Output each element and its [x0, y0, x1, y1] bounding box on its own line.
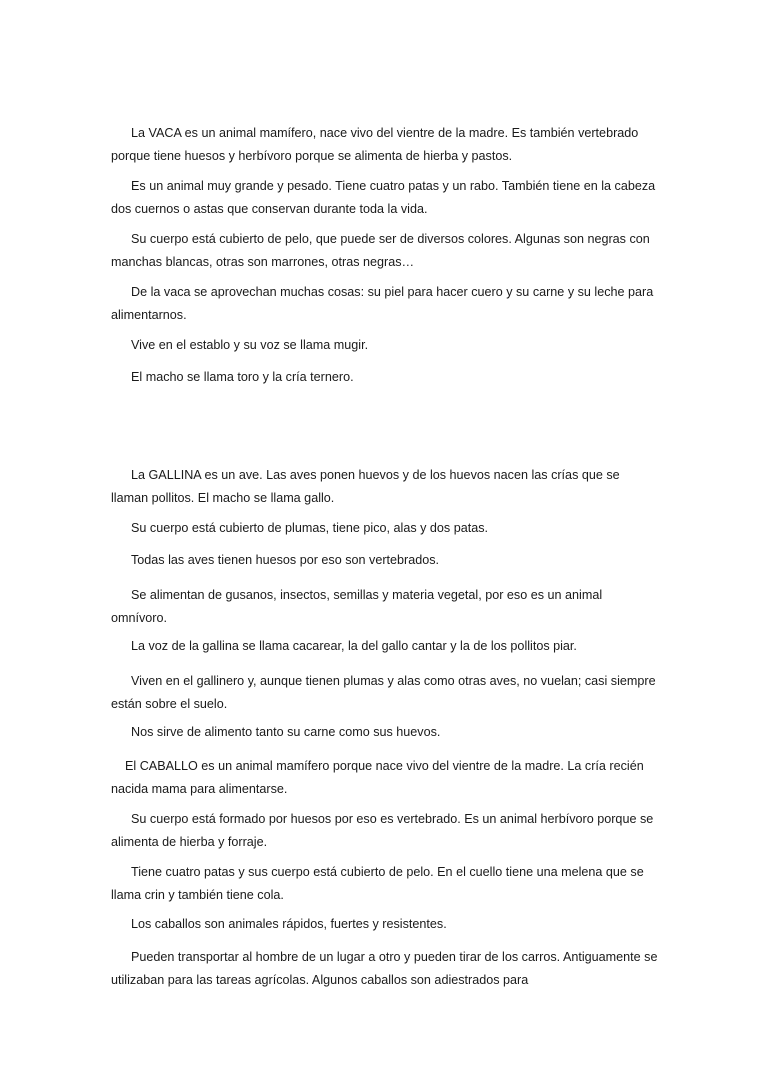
paragraph-vaca-uses: De la vaca se aprovechan muchas cosas: su piel para hacer cuero y su carne y su leche para alimentarnos. — [111, 285, 654, 322]
paragraph-gallina-gallinero: Viven en el gallinero y, aunque tienen plumas y alas como otras aves, no vuelan; casi siempre están sobre el suelo. — [111, 674, 656, 711]
paragraph-caballo-intro: El CABALLO es un animal mamífero porque nace vivo del vientre de la madre. La cría recién nacida mama para alimentarse. — [111, 759, 644, 796]
paragraph-vaca-intro: La VACA es un animal mamífero, nace vivo del vientre de la madre. Es también vertebrado porque tiene huesos y herbívoro porque se alimenta de hierba y pastos. — [111, 126, 639, 163]
paragraph-caballo-rapidos: Los caballos son animales rápidos, fuertes y resistentes. — [131, 917, 447, 931]
paragraph-caballo-cuerpo: Su cuerpo está formado por huesos por eso es vertebrado. Es un animal herbívoro porque se alimenta de hierba y forraje. — [111, 812, 654, 849]
paragraph-gallina-voz: La voz de la gallina se llama cacarear, la del gallo cantar y la de los pollitos piar. — [131, 639, 577, 653]
paragraph-vaca-macho: El macho se llama toro y la cría ternero. — [131, 370, 354, 384]
paragraph-vaca-pelo: Su cuerpo está cubierto de pelo, que puede ser de diversos colores. Algunas son negras con manchas blancas, otras son marrones, otras negras… — [111, 232, 650, 269]
paragraph-gallina-alimento: Nos sirve de alimento tanto su carne como sus huevos. — [131, 725, 441, 739]
paragraph-caballo-transporte: Pueden transportar al hombre de un lugar a otro y pueden tirar de los carros. Antiguamente se utilizaban para las tareas agrícolas. Algunos caballos son adiestrados para — [111, 950, 658, 987]
paragraph-gallina-alimentacion: Se alimentan de gusanos, insectos, semillas y materia vegetal, por eso es un animal omnívoro. — [111, 588, 603, 625]
paragraph-vaca-establo: Vive en el establo y su voz se llama mugir. — [131, 338, 369, 352]
paragraph-vaca-size: Es un animal muy grande y pesado. Tiene cuatro patas y un rabo. También tiene en la cabeza dos cuernos o astas que conservan durante toda la vida. — [111, 179, 656, 216]
paragraph-gallina-vertebrados: Todas las aves tienen huesos por eso son vertebrados. — [131, 553, 440, 567]
paragraph-gallina-intro: La GALLINA es un ave. Las aves ponen huevos y de los huevos nacen las crías que se llaman pollitos. El macho se llama gallo. — [111, 468, 620, 505]
paragraph-caballo-patas: Tiene cuatro patas y sus cuerpo está cubierto de pelo. En el cuello tiene una melena que se llama crin y también tiene cola. — [111, 865, 644, 902]
paragraph-gallina-cuerpo: Su cuerpo está cubierto de plumas, tiene pico, alas y dos patas. — [131, 521, 489, 535]
